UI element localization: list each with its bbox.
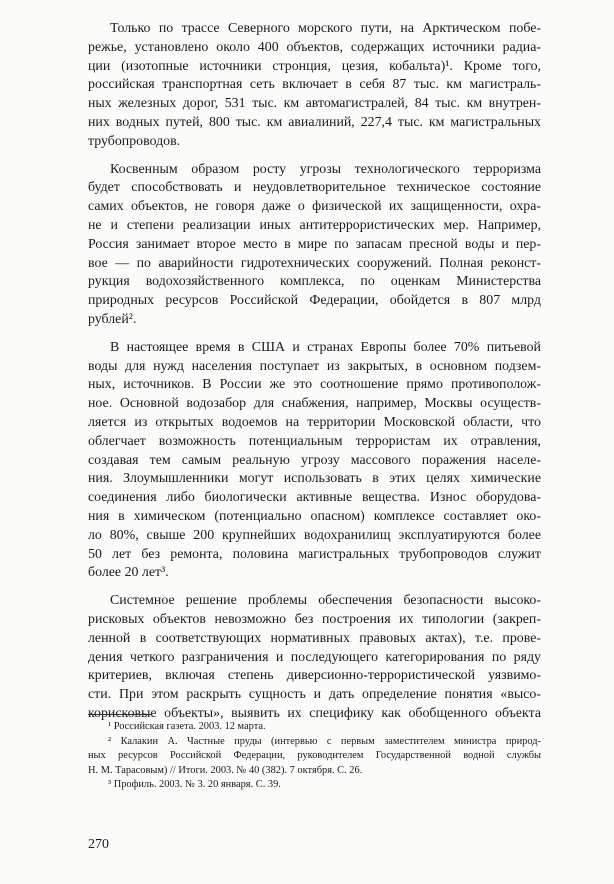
text-line: режье, установлено около 400 объектов, содержащих источники радиа-: [88, 39, 541, 55]
text-line: рисковых объектов невозможно без построения их типологии (закреп-: [88, 611, 541, 627]
text-line: создавая тем самым реальную угрозу массового поражения населе-: [88, 452, 541, 468]
page-number: 270: [88, 837, 109, 852]
footnote: [88, 735, 541, 779]
text-line: Россия занимает второе место в мире по запасам пресной воды и пер-: [88, 236, 541, 252]
paragraph: [88, 339, 541, 583]
footnote: [88, 720, 541, 735]
paragraph: [88, 20, 541, 152]
text-line: корисковые объекты», выявить их специфику как обобщенного объекта: [88, 705, 541, 721]
text-line: природных ресурсов Российской Федерации, обойдется в 807 млрд: [88, 293, 541, 309]
text-line: ных, источников. В России же это соотношение прямо противополож-: [88, 377, 541, 393]
footnote-line: ³ Профиль. 2003. № 3. 20 января. С. 39.: [108, 779, 281, 791]
text-line: ния. Злоумышленники могут использовать в этих целях химические: [88, 471, 541, 487]
text-line: рукция водохозяйственного комплекса, по оценкам Министерства: [88, 274, 541, 290]
text-line: ное. Основной водозабор для снабжения, например, Москвы осуществ-: [88, 396, 541, 412]
text-line: трубопроводов.: [88, 133, 181, 149]
text-line: ло 80%, свыше 200 крупнейших водохранилищ эксплуатируются более: [88, 527, 541, 543]
text-line: облегчает возможность потенциальным террористам их отравления,: [88, 433, 541, 449]
text-line: Косвенным образом росту угрозы технологического терроризма: [110, 161, 541, 177]
footnote-line: Н. М. Тарасовым) // Итоги. 2003. № 40 (382). 7 октября. С. 26.: [88, 764, 363, 776]
text-line: ных железных дорог, 531 тыс. км автомагистралей, 84 тыс. км внутрен-: [88, 96, 541, 112]
text-line: 50 лет без ремонта, половина магистральных трубопроводов служит: [88, 546, 541, 562]
text-line: более 20 лет³.: [88, 565, 169, 581]
text-line: ленной в соответствующих нормативных правовых актах), т.е. прове-: [88, 630, 541, 646]
footnote-divider: [88, 714, 152, 715]
text-line: В настоящее время в США и странах Европы более 70% питьевой: [110, 339, 541, 355]
footnote-line: ² Калакин А. Частные пруды (интервью с первым заместителем министра природ-: [108, 735, 541, 747]
footnote-line: ¹ Российская газета. 2003. 12 марта.: [108, 721, 266, 732]
text-line: соединения либо биологически активные вещества. Износ оборудова-: [88, 490, 541, 506]
text-line: самих объектов, не говоря даже о физической их защищенности, охра-: [88, 199, 541, 215]
text-line: ляется из открытых водоемов на территории Московской области, что: [88, 414, 541, 430]
text-line: вое — по аварийности гидротехнических сооружений. Полная реконст-: [88, 255, 541, 271]
text-line: дения четкого разграничения и последующего категорирования по ряду: [88, 649, 541, 665]
paragraph: [88, 592, 541, 724]
footnote: [88, 778, 541, 793]
text-line: критериев, включая степень диверсионно-террористической уязвимо-: [88, 668, 541, 684]
text-line: воды для нужд населения поступает из закрытых, в основном подзем-: [88, 358, 541, 374]
text-line: рублей².: [88, 311, 137, 327]
text-line: них водных путей, 800 тыс. км авиалиний, 227,4 тыс. км магистральных: [88, 114, 541, 130]
paragraph: [88, 161, 541, 330]
text-line: ции (изотопные источники стронция, цезия, кобальта)¹. Кроме того,: [88, 58, 541, 74]
footnote-line: ных ресурсов Российской Федерации, руководителем Государственной водной службы: [88, 750, 541, 762]
text-line: не и степени реализации иных антитеррористических мер. Например,: [88, 217, 541, 233]
text-line: российская транспортная сеть включает в себя 87 тыс. км магистраль-: [88, 77, 541, 93]
text-line: Системное решение проблемы обеспечения безопасности высоко-: [110, 593, 541, 609]
text-line: сти. При этом раскрыть сущность и дать определение понятия «высо-: [88, 687, 541, 703]
text-line: Только по трассе Северного морского пути, на Арктическом побе-: [110, 21, 541, 36]
footnotes: [88, 720, 541, 793]
main-text: [88, 20, 541, 724]
text-line: ния в химическом (потенциально опасном) комплексе составляет око-: [88, 508, 541, 524]
text-line: будет способствовать и неудовлетворительное техническое состояние: [88, 180, 541, 196]
